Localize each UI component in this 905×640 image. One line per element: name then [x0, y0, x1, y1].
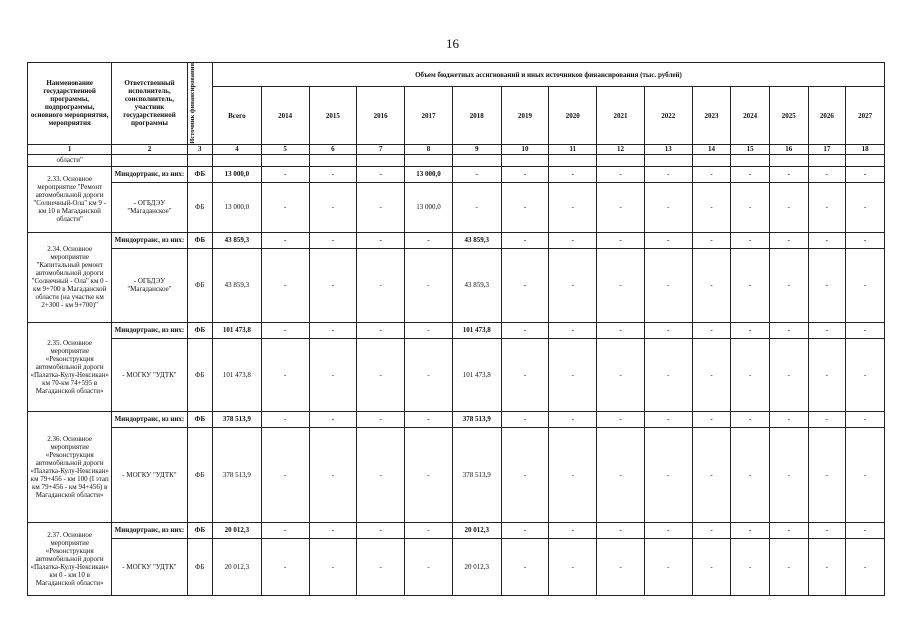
header-executor: Ответственный исполнитель, соисполнитель, участник государственной программы [112, 63, 187, 145]
year-value-cell: - [731, 166, 770, 182]
year-value-cell: 378 513,9 [452, 411, 501, 427]
year-value-cell: - [731, 427, 770, 522]
year-value-cell: - [808, 232, 846, 248]
year-value-cell: - [549, 166, 597, 182]
year-value-cell: - [731, 322, 770, 338]
year-value-cell: - [357, 166, 405, 182]
executor-cell: - ОГБДЭУ "Магаданское" [112, 248, 187, 322]
year-value-cell: - [357, 232, 405, 248]
year-value-cell: 20 012,3 [452, 538, 501, 595]
total-cell: 378 513,9 [212, 427, 261, 522]
funding-table [27, 62, 885, 596]
activity-name-cell: 2.37. Основное мероприятие «Реконструкция автомобильной дороги «Палатка-Кулу-Нексикан» км 0 - км 10 в Магаданской области» [28, 522, 112, 595]
year-value-cell: - [692, 322, 731, 338]
year-value-cell: - [549, 338, 597, 411]
year-value-cell: - [405, 338, 453, 411]
table-row [28, 322, 885, 338]
year-value-cell: - [808, 338, 846, 411]
year-value-cell: - [769, 166, 808, 182]
index-cell: 3 [187, 144, 212, 154]
source-cell: ФБ [187, 182, 212, 232]
year-value-cell: - [597, 427, 645, 522]
year-value-cell: - [309, 232, 357, 248]
total-cell: 378 513,9 [212, 411, 261, 427]
activity-name-cell: 2.35. Основное мероприятие «Реконструкция автомобильной дороги «Палатка-Кулу-Нексикан» км 70-км 74+595 в Магаданской области» [28, 322, 112, 411]
page-number: 16 [446, 36, 459, 51]
year-value-cell: - [309, 166, 357, 182]
year-value-cell: 43 859,3 [452, 248, 501, 322]
year-value-cell: - [692, 338, 731, 411]
executor-cell: - МОГКУ "УДТК" [112, 538, 187, 595]
year-value-cell: - [731, 411, 770, 427]
year-value-cell: - [549, 232, 597, 248]
continuation-cell: области" [28, 154, 112, 166]
header-funding-group: Объем бюджетных ассигнований и иных источников финансирования (тыс. рублей) [212, 63, 884, 87]
year-value-cell: - [261, 248, 309, 322]
year-value-cell: - [846, 411, 885, 427]
header-source [187, 63, 212, 145]
source-cell: ФБ [187, 411, 212, 427]
year-value-cell: - [769, 522, 808, 538]
source-cell: ФБ [187, 232, 212, 248]
year-value-cell: - [597, 538, 645, 595]
index-cell: 5 [261, 144, 309, 154]
total-cell: 13 000,0 [212, 166, 261, 182]
header-year-2017: 2017 [405, 87, 453, 144]
year-value-cell: - [309, 538, 357, 595]
year-value-cell: - [309, 427, 357, 522]
year-value-cell: - [769, 427, 808, 522]
header-source-label: Источник финансирования [188, 63, 196, 144]
year-value-cell: - [846, 538, 885, 595]
total-cell: 43 859,3 [212, 248, 261, 322]
year-value-cell: - [644, 427, 692, 522]
year-value-cell: - [808, 322, 846, 338]
header-year-2015: 2015 [309, 87, 357, 144]
year-value-cell: - [644, 411, 692, 427]
year-value-cell: - [692, 427, 731, 522]
year-value-cell: 13 000,0 [405, 182, 453, 232]
year-value-cell: - [731, 338, 770, 411]
year-value-cell: - [261, 427, 309, 522]
year-value-cell: - [357, 411, 405, 427]
header-year-2027: 2027 [846, 87, 885, 144]
year-value-cell: 20 012,3 [452, 522, 501, 538]
year-value-cell: - [405, 522, 453, 538]
executor-cell: Миндортранс, из них: [112, 322, 187, 338]
year-value-cell: - [357, 338, 405, 411]
year-value-cell: - [769, 322, 808, 338]
year-value-cell: - [692, 411, 731, 427]
year-value-cell: - [769, 538, 808, 595]
year-value-cell: - [501, 232, 549, 248]
index-cell: 9 [452, 144, 501, 154]
year-value-cell: - [501, 538, 549, 595]
year-value-cell: - [644, 182, 692, 232]
year-value-cell: - [846, 248, 885, 322]
header-name: Наименование государственной программы, подпрограммы, основного мероприятия, мероприятия [28, 63, 112, 145]
source-cell: ФБ [187, 522, 212, 538]
year-value-cell: - [501, 166, 549, 182]
year-value-cell: - [846, 166, 885, 182]
table-row [28, 166, 885, 182]
source-cell: ФБ [187, 248, 212, 322]
executor-cell: - МОГКУ "УДТК" [112, 427, 187, 522]
header-year-2021: 2021 [597, 87, 645, 144]
year-value-cell: - [644, 538, 692, 595]
year-value-cell: - [808, 166, 846, 182]
year-value-cell: - [452, 182, 501, 232]
year-value-cell: - [405, 248, 453, 322]
year-value-cell: - [731, 538, 770, 595]
year-value-cell: 101 473,8 [452, 338, 501, 411]
year-value-cell: - [357, 322, 405, 338]
year-value-cell: - [644, 248, 692, 322]
source-cell: ФБ [187, 322, 212, 338]
index-cell: 1 [28, 144, 112, 154]
year-value-cell: - [731, 232, 770, 248]
year-value-cell: - [808, 248, 846, 322]
header-year-2024: 2024 [731, 87, 770, 144]
year-value-cell: - [309, 522, 357, 538]
year-value-cell: - [357, 182, 405, 232]
year-value-cell: - [769, 232, 808, 248]
index-cell: 12 [597, 144, 645, 154]
year-value-cell: - [769, 248, 808, 322]
year-value-cell: - [692, 166, 731, 182]
year-value-cell: - [731, 522, 770, 538]
executor-cell: - ОГБДЭУ "Магаданское" [112, 182, 187, 232]
year-value-cell: - [261, 338, 309, 411]
executor-cell: Миндортранс, из них: [112, 522, 187, 538]
year-value-cell: - [357, 427, 405, 522]
year-value-cell: - [731, 248, 770, 322]
header-year-2025: 2025 [769, 87, 808, 144]
year-value-cell: - [549, 322, 597, 338]
year-value-cell: - [501, 522, 549, 538]
table-row [28, 538, 885, 595]
year-value-cell: - [846, 522, 885, 538]
year-value-cell: - [357, 538, 405, 595]
header-year-2016: 2016 [357, 87, 405, 144]
activity-name-cell: 2.33. Основное мероприятие "Ремонт автомобильной дороги "Солнечный-Ола" км 9 - км 10 в Магаданской области" [28, 166, 112, 232]
year-value-cell: - [549, 538, 597, 595]
year-value-cell: - [644, 322, 692, 338]
year-value-cell: - [769, 411, 808, 427]
year-value-cell: - [808, 522, 846, 538]
total-cell: 20 012,3 [212, 522, 261, 538]
table-row [28, 232, 885, 248]
header-year-2019: 2019 [501, 87, 549, 144]
year-value-cell: - [549, 411, 597, 427]
index-cell: 18 [846, 144, 885, 154]
total-cell: 13 000,0 [212, 182, 261, 232]
year-value-cell: - [261, 232, 309, 248]
year-value-cell: - [597, 232, 645, 248]
header-year-2014: 2014 [261, 87, 309, 144]
year-value-cell: - [808, 411, 846, 427]
year-value-cell: - [501, 322, 549, 338]
year-value-cell: - [549, 248, 597, 322]
total-cell: 101 473,8 [212, 338, 261, 411]
year-value-cell: - [597, 248, 645, 322]
index-cell: 8 [405, 144, 453, 154]
year-value-cell: - [597, 166, 645, 182]
table-row [28, 182, 885, 232]
year-value-cell: - [846, 322, 885, 338]
year-value-cell: - [769, 338, 808, 411]
executor-cell: Миндортранс, из них: [112, 411, 187, 427]
year-value-cell: - [309, 338, 357, 411]
year-value-cell: - [405, 538, 453, 595]
year-value-cell: - [808, 538, 846, 595]
table-row [28, 427, 885, 522]
table-row [28, 522, 885, 538]
year-value-cell: - [452, 166, 501, 182]
year-value-cell: - [846, 338, 885, 411]
year-value-cell: - [644, 522, 692, 538]
year-value-cell: - [769, 182, 808, 232]
year-value-cell: - [405, 322, 453, 338]
year-value-cell: - [549, 427, 597, 522]
activity-name-cell: 2.34. Основное мероприятие "Капитальный ремонт автомобильной дороги "Солнечный - Ола" км 0 - км 9+700 в Магаданской области (на участке км 2+300 - км 9+700)" [28, 232, 112, 322]
year-value-cell: - [597, 322, 645, 338]
year-value-cell: - [644, 166, 692, 182]
year-value-cell: - [644, 232, 692, 248]
year-value-cell: 13 000,0 [405, 166, 453, 182]
header-year-2023: 2023 [692, 87, 731, 144]
year-value-cell: - [261, 538, 309, 595]
year-value-cell: - [692, 248, 731, 322]
header-year-2022: 2022 [644, 87, 692, 144]
year-value-cell: - [549, 182, 597, 232]
year-value-cell: - [692, 232, 731, 248]
index-cell: 7 [357, 144, 405, 154]
executor-cell: - МОГКУ "УДТК" [112, 338, 187, 411]
executor-cell: Миндортранс, из них: [112, 232, 187, 248]
index-cell: 2 [112, 144, 187, 154]
year-value-cell: - [261, 522, 309, 538]
index-cell: 6 [309, 144, 357, 154]
year-value-cell: - [549, 522, 597, 538]
year-value-cell: - [357, 522, 405, 538]
year-value-cell: - [501, 427, 549, 522]
year-value-cell: 43 859,3 [452, 232, 501, 248]
index-cell: 14 [692, 144, 731, 154]
source-cell: ФБ [187, 427, 212, 522]
year-value-cell: - [309, 248, 357, 322]
year-value-cell: - [261, 322, 309, 338]
index-cell: 10 [501, 144, 549, 154]
year-value-cell: - [846, 427, 885, 522]
year-value-cell: - [309, 322, 357, 338]
year-value-cell: - [597, 338, 645, 411]
total-cell: 43 859,3 [212, 232, 261, 248]
year-value-cell: - [309, 182, 357, 232]
total-cell: 101 473,8 [212, 322, 261, 338]
year-value-cell: - [405, 411, 453, 427]
header-year-2026: 2026 [808, 87, 846, 144]
year-value-cell: 101 473,8 [452, 322, 501, 338]
index-cell: 13 [644, 144, 692, 154]
source-cell: ФБ [187, 166, 212, 182]
year-value-cell: - [309, 411, 357, 427]
header-total: Всего [212, 87, 261, 144]
header-year-2020: 2020 [549, 87, 597, 144]
index-cell: 16 [769, 144, 808, 154]
year-value-cell: - [692, 538, 731, 595]
total-cell: 20 012,3 [212, 538, 261, 595]
year-value-cell: - [692, 182, 731, 232]
year-value-cell: - [405, 427, 453, 522]
year-value-cell: - [597, 411, 645, 427]
year-value-cell: - [846, 182, 885, 232]
year-value-cell: - [597, 182, 645, 232]
year-value-cell: - [501, 182, 549, 232]
header-year-2018: 2018 [452, 87, 501, 144]
source-cell: ФБ [187, 338, 212, 411]
source-cell: ФБ [187, 538, 212, 595]
year-value-cell: - [692, 522, 731, 538]
year-value-cell: - [808, 182, 846, 232]
year-value-cell: - [808, 427, 846, 522]
year-value-cell: - [731, 182, 770, 232]
year-value-cell: - [644, 338, 692, 411]
year-value-cell: - [261, 166, 309, 182]
year-value-cell: - [501, 248, 549, 322]
year-value-cell: - [501, 338, 549, 411]
year-value-cell: - [597, 522, 645, 538]
year-value-cell: - [261, 411, 309, 427]
table-row [28, 411, 885, 427]
year-value-cell: - [261, 182, 309, 232]
executor-cell: Миндортранс, из них: [112, 166, 187, 182]
year-value-cell: - [357, 248, 405, 322]
index-cell: 15 [731, 144, 770, 154]
table-row [28, 248, 885, 322]
table-row [28, 338, 885, 411]
year-value-cell: - [405, 232, 453, 248]
activity-name-cell: 2.36. Основное мероприятие «Реконструкция автомобильной дороги «Палатка-Кулу-Нексикан» км 79+456 - км 100 (I этап км 79+456 - км 94+456) в Магаданской области» [28, 411, 112, 522]
index-cell: 4 [212, 144, 261, 154]
index-cell: 11 [549, 144, 597, 154]
year-value-cell: - [501, 411, 549, 427]
index-cell: 17 [808, 144, 846, 154]
year-value-cell: 378 513,9 [452, 427, 501, 522]
year-value-cell: - [846, 232, 885, 248]
